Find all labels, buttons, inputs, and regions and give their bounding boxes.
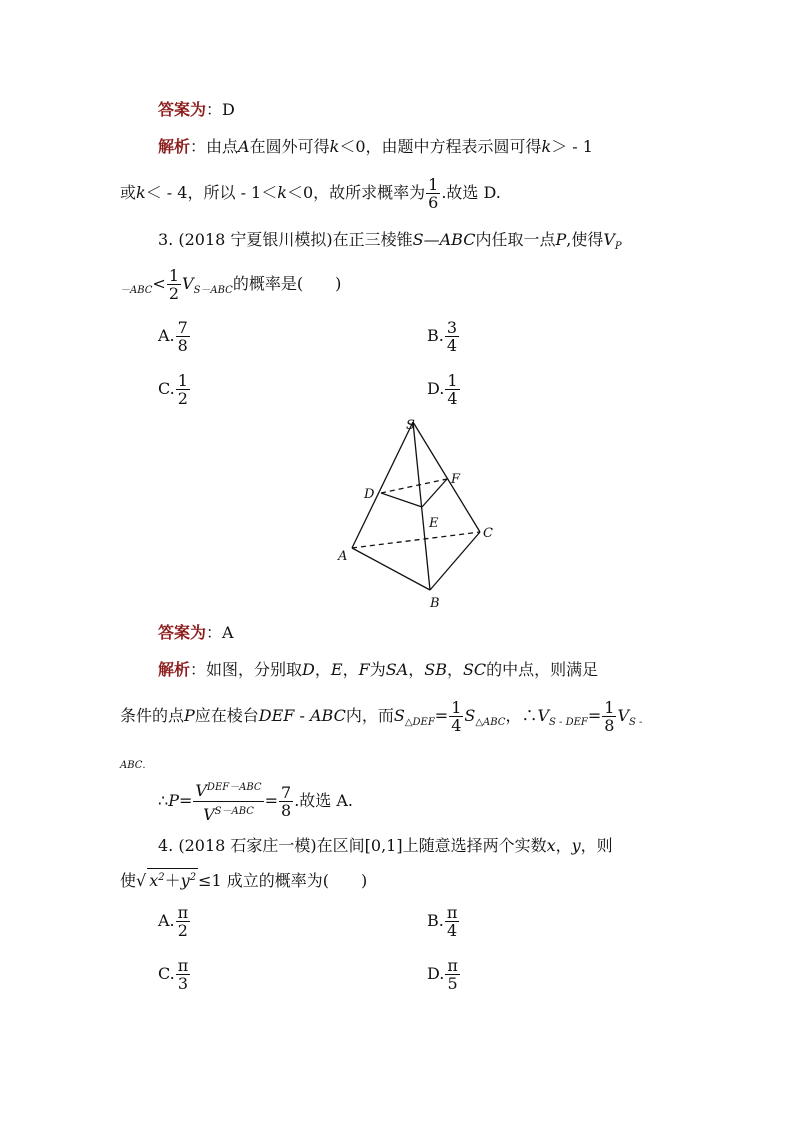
- subscript: ABC: [120, 760, 143, 771]
- option-letter: A.: [158, 911, 175, 930]
- fraction-quarter: [449, 699, 463, 734]
- text: 4. (2018 石家庄一模)在区间[0,1]上随意选择两个实数: [158, 836, 547, 855]
- option-letter: B.: [427, 326, 444, 345]
- explanation-line-1: [158, 137, 593, 157]
- option-4a[interactable]: [158, 902, 191, 940]
- label-b: B: [430, 596, 440, 610]
- explanation-3-line-3: [120, 756, 146, 776]
- option-letter: C.: [158, 379, 175, 398]
- sqrt-sign: √: [136, 871, 147, 890]
- answer-line-1: [158, 100, 235, 120]
- var-k: k: [277, 183, 287, 202]
- subscript: P: [614, 241, 622, 252]
- edge-ac-hidden: [352, 532, 480, 548]
- sqrt-expression: [147, 868, 198, 890]
- edge-ab: [352, 548, 430, 590]
- text: ，: [314, 660, 331, 679]
- subscript: △DEF: [404, 717, 435, 728]
- superscript: DEF－ABC: [206, 782, 262, 793]
- subscript: S -: [629, 717, 643, 728]
- explanation-3-line-2: [120, 697, 642, 742]
- option-letter: D.: [427, 379, 445, 398]
- text: 内，而: [345, 706, 394, 725]
- label-e: E: [429, 516, 439, 531]
- text: ：由点: [190, 137, 239, 156]
- option-fraction: [176, 957, 191, 992]
- text: .故选 A.: [294, 791, 354, 810]
- option-letter: B.: [427, 911, 444, 930]
- fraction-1-6: [426, 176, 440, 211]
- explanation-line-2: [120, 174, 501, 212]
- question-3-stem: [158, 230, 622, 257]
- explanation-3-line-4: [158, 778, 353, 825]
- fraction-numerator: 3: [446, 318, 458, 337]
- text: ，: [555, 836, 572, 855]
- edge-de: [381, 493, 422, 507]
- text: ＜0，故所求概率为: [286, 183, 426, 202]
- var-p: P: [184, 706, 195, 725]
- text: ，: [408, 660, 425, 679]
- var-v: V: [537, 706, 550, 725]
- text: ，∴: [505, 706, 538, 725]
- text: 的概率是( ): [232, 274, 342, 293]
- subscript: △ABC: [475, 717, 506, 728]
- var-y: y: [180, 871, 190, 890]
- var-sb: SB: [424, 660, 447, 679]
- fraction-numerator: 1: [604, 698, 615, 717]
- text: ，: [446, 660, 463, 679]
- fraction-numerator: 7: [281, 783, 292, 802]
- var-sa: SA: [385, 660, 409, 679]
- var-pyramid: S—ABC: [412, 230, 476, 249]
- option-fraction: [445, 904, 460, 939]
- var-sc: SC: [462, 660, 487, 679]
- text: ，则: [580, 836, 613, 855]
- var-v: V: [182, 274, 194, 293]
- text: 或: [120, 183, 137, 202]
- option-fraction: [176, 319, 190, 354]
- option-fraction: [445, 319, 459, 354]
- answer-label: 答案为: [158, 100, 207, 119]
- fraction-denominator: 4: [447, 921, 458, 940]
- option-fraction: [445, 957, 460, 992]
- text: ＞ - 1: [551, 137, 593, 156]
- text: <: [152, 274, 166, 293]
- superscript: 2: [189, 872, 197, 883]
- edge-bc: [430, 532, 480, 590]
- option-a[interactable]: [158, 317, 191, 355]
- option-fraction: [176, 372, 190, 407]
- fraction-denominator: 3: [177, 974, 189, 993]
- question-4-stem-cont: [120, 868, 367, 893]
- fraction-numerator: [193, 778, 263, 802]
- text: 在圆外可得: [249, 137, 330, 156]
- fraction-numerator: 7: [177, 318, 188, 337]
- text: ，: [342, 660, 359, 679]
- fraction-denominator: 5: [447, 974, 458, 993]
- var-v: V: [617, 706, 630, 725]
- text: 应在棱台: [194, 706, 259, 725]
- text: =: [178, 791, 193, 810]
- fraction-numerator: π: [446, 903, 458, 922]
- fraction-numerator: π: [447, 956, 458, 975]
- var-v: V: [195, 781, 207, 800]
- fraction-numerator: 1: [177, 371, 188, 390]
- edge-sa: [352, 422, 413, 548]
- explanation-label: 解析: [158, 660, 191, 679]
- answer-value: ：A: [206, 623, 234, 642]
- text: 的中点，则满足: [486, 660, 599, 679]
- fraction-numerator: π: [177, 956, 189, 975]
- superscript: S－ABC: [214, 806, 254, 817]
- label-a: A: [338, 549, 348, 564]
- var-s: S: [464, 706, 476, 725]
- var-f: F: [358, 660, 370, 679]
- var-frustum: DEF - ABC: [258, 706, 346, 725]
- text: 内任取一点: [475, 230, 556, 249]
- var-p: P: [555, 230, 567, 249]
- explanation-label: 解析: [158, 137, 191, 156]
- question-4-stem: [158, 836, 613, 856]
- text: ∴: [158, 791, 169, 810]
- fraction-denominator: 8: [281, 801, 292, 820]
- fraction-denominator: [193, 802, 263, 825]
- option-4d[interactable]: [427, 955, 461, 993]
- var-k: k: [329, 137, 340, 156]
- fraction-denominator: 4: [447, 389, 458, 408]
- fraction-numerator: π: [177, 903, 189, 922]
- var-a: A: [238, 137, 250, 156]
- fraction-denominator: 2: [168, 284, 180, 303]
- explanation-3-line-1: [158, 660, 598, 680]
- text: 条件的点: [120, 706, 185, 725]
- option-4c[interactable]: [158, 955, 191, 993]
- var-k: k: [136, 183, 146, 202]
- option-4b[interactable]: [427, 902, 460, 940]
- text: =: [264, 791, 278, 810]
- answer-value: ：D: [206, 100, 235, 119]
- fraction-denominator: 8: [604, 716, 615, 735]
- text: ＜0，由题中方程表示圆可得: [339, 137, 542, 156]
- fraction-denominator: 8: [177, 336, 188, 355]
- var-d: D: [302, 660, 315, 679]
- fraction-denominator: 2: [177, 921, 188, 940]
- fraction-seven-eighths: [279, 784, 293, 819]
- var-s: S: [393, 706, 405, 725]
- text: ＋: [164, 871, 181, 890]
- option-fraction: [176, 904, 191, 939]
- fraction-numerator: 1: [447, 371, 458, 390]
- fraction-volume-ratio: [193, 778, 263, 825]
- var-p: P: [168, 791, 179, 810]
- option-d[interactable]: [427, 370, 461, 408]
- fraction-denominator: 4: [446, 336, 458, 355]
- fraction-numerator: 1: [428, 175, 439, 194]
- subscript: S－ABC: [193, 285, 233, 296]
- label-c: C: [483, 526, 493, 541]
- var-v: V: [603, 230, 615, 249]
- fraction-eighth: [602, 699, 616, 734]
- answer-label: 答案为: [158, 623, 207, 642]
- label-d: D: [364, 487, 375, 502]
- pyramid-figure: [330, 410, 510, 610]
- text: ＜ - 4，所以 - 1＜: [145, 183, 278, 202]
- fraction-denominator: 2: [177, 389, 188, 408]
- question-3-stem-cont: [120, 265, 341, 310]
- text: 使: [120, 871, 137, 890]
- text: 为: [369, 660, 386, 679]
- var-x: x: [149, 871, 159, 890]
- label-f: F: [451, 472, 461, 487]
- var-e: E: [330, 660, 343, 679]
- text: =: [587, 706, 602, 725]
- fraction-denominator: 6: [428, 193, 439, 212]
- superscript: 2: [158, 872, 165, 883]
- edge-sb: [413, 422, 430, 590]
- fraction-half: [167, 267, 181, 302]
- text: ：如图，分别取: [190, 660, 303, 679]
- var-x: x: [546, 836, 556, 855]
- fraction-numerator: 1: [451, 698, 462, 717]
- var-v: V: [203, 805, 215, 824]
- option-b[interactable]: [427, 317, 460, 355]
- text: 3. (2018 宁夏银川模拟)在正三棱锥: [158, 230, 413, 249]
- option-fraction: [445, 372, 459, 407]
- option-letter: A.: [158, 326, 175, 345]
- option-letter: D.: [427, 964, 445, 983]
- var-y: y: [571, 836, 581, 855]
- option-letter: C.: [158, 964, 175, 983]
- option-c[interactable]: [158, 370, 191, 408]
- fraction-numerator: 1: [168, 266, 180, 285]
- var-k: k: [541, 137, 552, 156]
- label-s: S: [406, 418, 415, 433]
- subscript: S - DEF: [549, 717, 588, 728]
- text: .故选 D.: [441, 183, 501, 202]
- text: .: [142, 760, 146, 771]
- text: ≤1 成立的概率为( ): [198, 871, 368, 890]
- answer-line-3: [158, 623, 234, 643]
- text: ,使得: [566, 230, 604, 249]
- fraction-denominator: 4: [451, 716, 462, 735]
- subscript: －ABC: [120, 285, 153, 296]
- text: =: [434, 706, 449, 725]
